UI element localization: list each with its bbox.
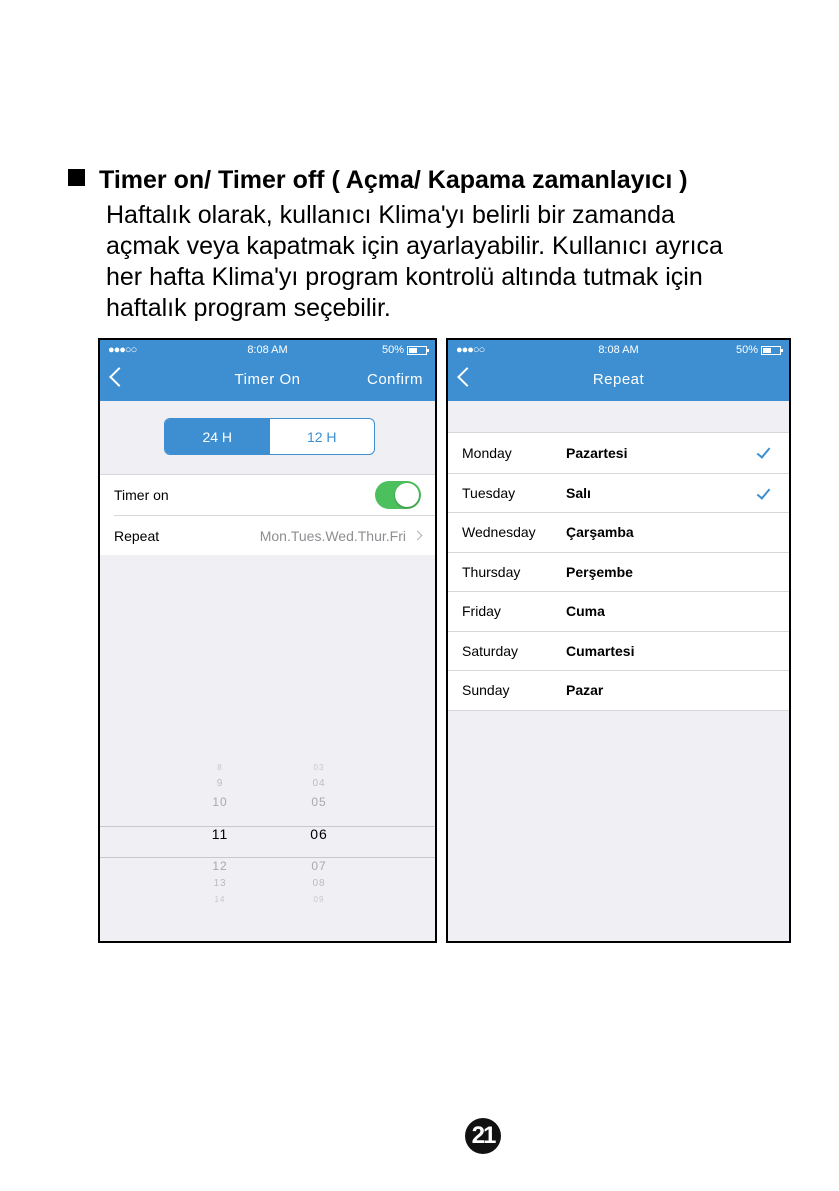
segment-24h[interactable]: 24 H — [165, 419, 270, 454]
toggle-knob — [395, 483, 419, 507]
heading-text: Timer on/ Timer off ( Açma/ Kapama zamanlayıcı ) — [99, 166, 688, 194]
day-row-saturday[interactable] — [448, 631, 789, 671]
battery-indicator — [736, 344, 781, 356]
battery-percent: 50% — [381, 344, 404, 356]
section-heading — [68, 166, 688, 195]
signal-icon: ●●●○○ — [456, 344, 485, 356]
day-name-turkish: Pazartesi — [566, 444, 628, 461]
day-row-sunday[interactable] — [448, 670, 789, 710]
time-picker[interactable] — [100, 760, 435, 942]
screen-title: Repeat — [592, 371, 645, 388]
nav-bar — [100, 340, 435, 401]
selected-hour: 11 — [211, 826, 229, 842]
battery-indicator — [382, 344, 427, 356]
timer-on-screen — [98, 338, 437, 943]
checkmark-icon — [757, 444, 771, 458]
picker-hour: 13 — [213, 878, 227, 889]
day-name-turkish: Cuma — [566, 603, 605, 620]
page-number: 21 — [465, 1118, 501, 1154]
hour-wheel[interactable] — [190, 760, 250, 908]
picker-minute: 07 — [311, 859, 327, 873]
status-bar — [448, 344, 789, 360]
paragraph-line: Haftalık olarak, kullanıcı Klima'yı belirli bir zamanda — [106, 201, 675, 229]
day-row-monday[interactable] — [448, 433, 789, 473]
day-name: Sunday — [462, 682, 510, 699]
repeat-screen — [446, 338, 791, 943]
day-name: Tuesday — [462, 484, 516, 501]
day-name-turkish: Perşembe — [566, 563, 633, 580]
screen-title: Timer On — [234, 371, 301, 388]
selected-minute: 06 — [310, 826, 328, 842]
description-paragraph — [106, 200, 826, 324]
day-row-thursday[interactable] — [448, 552, 789, 592]
segment-12h[interactable]: 12 H — [306, 428, 337, 445]
day-row-tuesday[interactable] — [448, 473, 789, 513]
day-name: Monday — [462, 444, 512, 461]
picker-hour: 14 — [214, 895, 226, 904]
signal-icon: ●●●○○ — [108, 344, 137, 356]
picker-minute: 09 — [313, 895, 325, 904]
day-name: Saturday — [462, 642, 519, 659]
day-name-turkish: Pazar — [566, 682, 604, 699]
day-name-turkish: Cumartesi — [566, 642, 635, 659]
day-row-wednesday[interactable] — [448, 512, 789, 552]
repeat-value-wrap — [260, 528, 421, 544]
status-time: 8:08 AM — [598, 344, 639, 356]
picker-minute: 08 — [312, 878, 326, 889]
nav-bar — [448, 340, 789, 401]
square-bullet-icon — [68, 169, 85, 186]
paragraph-line: her hafta Klima'yı program kontrolü altında tutmak için — [106, 263, 703, 291]
picker-hour: 12 — [212, 859, 228, 873]
day-list — [448, 432, 789, 711]
confirm-button[interactable]: Confirm — [366, 371, 423, 388]
battery-icon — [407, 346, 427, 355]
day-row-friday[interactable] — [448, 591, 789, 631]
status-time: 8:08 AM — [247, 344, 288, 356]
repeat-label: Repeat — [114, 527, 160, 544]
picker-minute: 04 — [312, 778, 326, 789]
timer-on-label: Timer on — [114, 487, 169, 503]
paragraph-line: açmak veya kapatmak için ayarlayabilir. Kullanıcı ayrıca — [106, 232, 723, 260]
status-bar — [100, 344, 435, 360]
picker-hour: 10 — [212, 795, 228, 809]
picker-hour: 8 — [217, 763, 223, 772]
timer-on-toggle[interactable] — [375, 481, 421, 509]
minute-wheel[interactable] — [289, 760, 349, 908]
picker-hour: 9 — [216, 778, 224, 789]
day-name-turkish: Çarşamba — [566, 524, 634, 541]
repeat-row[interactable] — [114, 515, 435, 555]
timer-settings-list — [100, 474, 435, 555]
picker-minute: 03 — [313, 763, 325, 772]
battery-icon — [761, 346, 781, 355]
checkmark-icon — [757, 485, 771, 499]
battery-percent: 50% — [735, 344, 758, 356]
day-name-turkish: Salı — [566, 484, 591, 501]
paragraph-line: haftalık program seçebilir. — [106, 294, 391, 322]
day-name: Thursday — [462, 563, 521, 580]
repeat-value: Mon.Tues.Wed.Thur.Fri — [259, 527, 406, 544]
day-name: Wednesday — [462, 524, 536, 541]
picker-minute: 05 — [311, 795, 327, 809]
timer-on-row — [100, 475, 435, 515]
chevron-right-icon — [413, 531, 423, 541]
time-format-segment — [164, 418, 375, 455]
day-name: Friday — [462, 603, 501, 620]
